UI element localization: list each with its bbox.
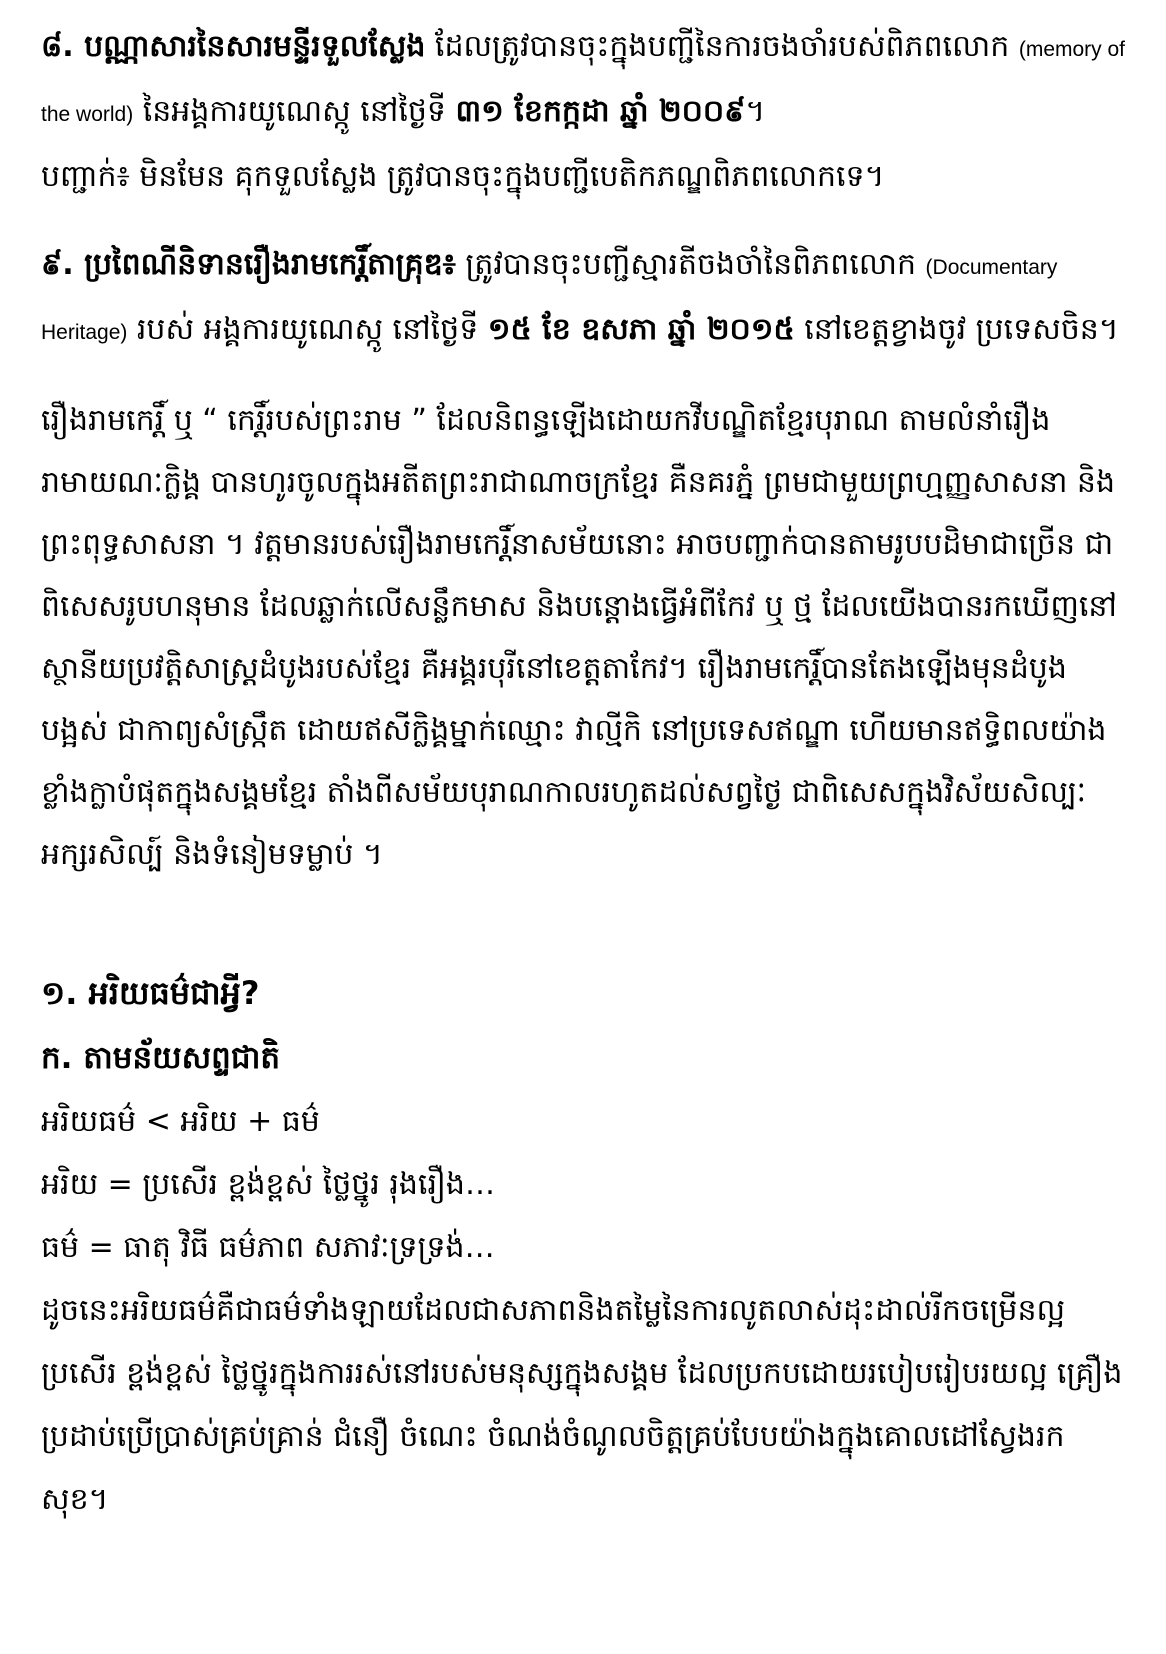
item9-date: ១៥ ខែ ឧសភា ឆ្នាំ ២០១៥ <box>487 312 795 347</box>
reamker-text: រឿងរាមកេរ្តិ៍ ឬ “ កេរ្តិ៍របស់ព្រះរាម ” ដែលនិពន្ធឡើងដោយកវីបណ្ឌិតខ្មែរបុរាណ តាមលំនាំរឿងរាមាយណៈក្លិង្គ បានហូរចូលក្នុងអតីតព្រះរាជាណាចក្រខ្មែរ គឺនគរភ្នំ ព្រមជាមួយព្រហ្មញ្ញសាសនា និងព្រះពុទ្ធសាសនា ។ វត្តមានរបស់រឿងរាមកេរ្តិ៍នាសម័យនោះ អាចបញ្ជាក់បានតាមរូបបដិមាជាច្រើន ជាពិសេសរូបហនុមាន ដែលឆ្លាក់លើសន្លឹកមាស និងបន្តោងធ្វើអំពីកែវ ឬ ថ្ម ដែលយើងបានរកឃើញនៅស្ថានីយប្រវត្តិសាស្ត្រដំបូងរបស់ខ្មែរ គឺអង្គរបុរីនៅខេត្តតាកែវ។ រឿងរាមកេរ្តិ៍បានតែងឡើងមុនដំបូងបង្អស់ ជាកាព្យសំស្ក្រឹត ដោយឥសីក្លិង្គម្នាក់ឈ្មោះ វាល្មីកិ នៅប្រទេសឥណ្ឌា ហើយមានឥទ្ធិពលយ៉ាងខ្លាំងក្លាបំផុតក្នុងសង្គមខ្មែរ តាំងពីសម័យបុរាណកាលរហូតដល់សព្វថ្ងៃ ជាពិសេសក្នុងវិស័យសិល្បៈ អក្សរសិល្ប៍ និងទំនៀមទម្លាប់ ។ <box>41 403 1118 872</box>
paragraph-reamker <box>41 390 1125 886</box>
item8-period: ។ <box>745 94 766 129</box>
item8-lead: ៨. បណ្ណាសារនៃសារមន្ទីរទួលស្លែង <box>41 29 426 64</box>
item9-latin-annotation: (Documentary Heritage) <box>41 256 1058 344</box>
item8-latin-annotation: (memory of the world) <box>41 38 1126 126</box>
item8-note: បញ្ជាក់៖ មិនមែន គុកទួលស្លែង ត្រូវបានចុះក្នុងបញ្ជីបេតិកភណ្ឌពិភពលោកទេ។ <box>41 159 885 194</box>
item9-body2: របស់ អង្គការយូណេស្កូ នៅថ្ងៃទី <box>127 312 488 347</box>
paragraph-item9 <box>41 234 1125 364</box>
item9-body1: ត្រូវបានចុះបញ្ជីស្មារតីចងចាំនៃពិភពលោក <box>455 247 926 282</box>
section-heading: ១. អរិយធម៌ជាអ្វី? <box>41 974 260 1012</box>
item9-tail: នៅខេត្តខ្វាងចូវ ប្រទេសចិន។ <box>794 312 1119 347</box>
section-civilization <box>41 960 1125 1531</box>
item8-body1: ដែលត្រូវបានចុះក្នុងបញ្ជីនៃការចងចាំរបស់ពិភពលោក <box>425 29 1019 64</box>
definition-thor: ធម៌ = ធាតុ វិធី ធម៌ភាព សភាវៈទ្រទ្រង់… <box>41 1230 495 1265</box>
section-subheading: ក. តាមន័យសព្ទជាតិ <box>41 1040 281 1076</box>
item8-date: ៣១ ខែកក្កដា ឆ្នាំ ២០០៩ <box>455 94 746 129</box>
definition-formula: អរិយធម៌ < អរិយ + ធម៌ <box>41 1104 320 1139</box>
item9-lead: ៩. ប្រពៃណីនិទានរឿងរាមកេរ្តិ៍តាគ្រុឌ៖ <box>41 247 456 282</box>
paragraph-item8 <box>41 16 1125 208</box>
conclusion-text: ដូចនេះអរិយធម៌គឺជាធម៌ទាំងឡាយដែលជាសភាពនិងតម្លៃនៃការលូតលាស់ដុះដាល់រីកចម្រើនល្អប្រសើរ ខ្ពង់ខ្ពស់ ថ្លៃថ្នូរក្នុងការរស់នៅរបស់មនុស្សក្នុងសង្គម ដែលប្រកបដោយរបៀបរៀបរយល្អ គ្រឿងប្រដាប់ប្រើប្រាស់គ្រប់គ្រាន់ ជំនឿ ចំណេះ ចំណង់ចំណូលចិត្តគ្រប់បែបយ៉ាងក្នុងគោលដៅស្វែងរកសុខ។ <box>41 1293 1123 1517</box>
item8-body2: នៃអង្គការយូណេស្កូ នៅថ្ងៃទី <box>133 94 456 129</box>
definition-ariya: អរិយ = ប្រសើរ ខ្ពង់ខ្ពស់ ថ្លៃថ្នូរ រុងរឿង… <box>41 1167 495 1202</box>
